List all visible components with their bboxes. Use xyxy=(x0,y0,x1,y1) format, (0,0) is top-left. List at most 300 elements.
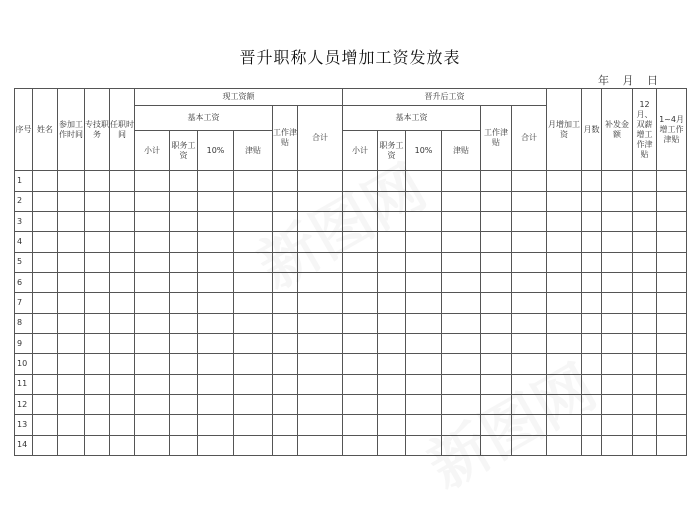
table-cell[interactable] xyxy=(406,354,442,374)
table-cell[interactable] xyxy=(198,415,234,435)
table-cell[interactable] xyxy=(85,394,110,414)
table-cell[interactable] xyxy=(85,333,110,353)
table-cell[interactable] xyxy=(547,333,582,353)
table-cell[interactable] xyxy=(378,232,406,252)
table-cell[interactable] xyxy=(582,354,602,374)
table-cell[interactable] xyxy=(481,212,512,232)
table-cell[interactable] xyxy=(33,232,58,252)
table-cell[interactable] xyxy=(582,374,602,394)
table-cell[interactable] xyxy=(378,333,406,353)
table-cell[interactable] xyxy=(406,191,442,211)
table-cell[interactable] xyxy=(602,191,633,211)
table-cell[interactable] xyxy=(110,435,135,455)
table-cell[interactable] xyxy=(234,171,273,191)
table-cell[interactable] xyxy=(512,293,547,313)
table-cell[interactable] xyxy=(378,191,406,211)
table-cell[interactable] xyxy=(378,394,406,414)
table-cell[interactable] xyxy=(657,354,687,374)
table-cell[interactable] xyxy=(547,415,582,435)
table-cell[interactable] xyxy=(582,313,602,333)
table-cell[interactable] xyxy=(657,313,687,333)
table-cell[interactable] xyxy=(512,333,547,353)
table-cell[interactable] xyxy=(298,415,343,435)
current-ten-percent-header: 10% xyxy=(198,130,234,171)
table-cell[interactable] xyxy=(33,272,58,292)
table-cell[interactable] xyxy=(135,415,170,435)
table-cell[interactable] xyxy=(406,293,442,313)
table-cell[interactable] xyxy=(657,435,687,455)
table-cell[interactable] xyxy=(58,252,85,272)
table-cell[interactable] xyxy=(33,435,58,455)
table-cell[interactable] xyxy=(33,333,58,353)
table-cell[interactable] xyxy=(273,333,298,353)
table-cell[interactable] xyxy=(442,435,481,455)
table-cell[interactable] xyxy=(633,171,657,191)
table-cell[interactable] xyxy=(198,272,234,292)
table-cell[interactable] xyxy=(234,232,273,252)
table-cell[interactable] xyxy=(33,171,58,191)
table-cell[interactable] xyxy=(378,435,406,455)
table-cell[interactable] xyxy=(198,191,234,211)
table-cell[interactable] xyxy=(378,212,406,232)
table-cell[interactable] xyxy=(234,394,273,414)
table-cell[interactable] xyxy=(170,232,198,252)
table-cell[interactable] xyxy=(512,374,547,394)
table-cell[interactable] xyxy=(58,313,85,333)
table-cell[interactable] xyxy=(135,354,170,374)
table-cell[interactable] xyxy=(170,374,198,394)
table-cell[interactable] xyxy=(406,212,442,232)
table-cell[interactable] xyxy=(135,212,170,232)
table-cell[interactable] xyxy=(343,272,378,292)
table-cell[interactable] xyxy=(33,374,58,394)
table-cell[interactable] xyxy=(273,354,298,374)
table-cell[interactable] xyxy=(234,252,273,272)
table-cell[interactable] xyxy=(378,313,406,333)
table-cell[interactable] xyxy=(442,415,481,435)
table-cell[interactable] xyxy=(657,252,687,272)
table-cell[interactable] xyxy=(198,171,234,191)
table-cell[interactable] xyxy=(582,272,602,292)
table-cell[interactable] xyxy=(512,252,547,272)
table-cell[interactable] xyxy=(512,435,547,455)
table-cell[interactable] xyxy=(547,232,582,252)
table-cell[interactable] xyxy=(58,171,85,191)
table-cell[interactable] xyxy=(633,272,657,292)
table-cell[interactable] xyxy=(298,212,343,232)
table-cell[interactable] xyxy=(110,232,135,252)
table-cell[interactable] xyxy=(170,252,198,272)
table-cell[interactable] xyxy=(33,415,58,435)
table-cell[interactable] xyxy=(633,374,657,394)
table-cell[interactable] xyxy=(273,374,298,394)
table-cell[interactable] xyxy=(198,333,234,353)
table-cell[interactable] xyxy=(406,415,442,435)
table-cell[interactable] xyxy=(234,191,273,211)
table-cell[interactable] xyxy=(378,171,406,191)
table-cell[interactable] xyxy=(633,415,657,435)
table-cell[interactable] xyxy=(633,394,657,414)
table-cell[interactable] xyxy=(85,354,110,374)
table-cell[interactable] xyxy=(481,415,512,435)
table-cell[interactable] xyxy=(273,252,298,272)
table-cell[interactable] xyxy=(512,272,547,292)
table-cell[interactable] xyxy=(582,212,602,232)
table-cell[interactable] xyxy=(481,333,512,353)
table-cell[interactable] xyxy=(633,212,657,232)
table-cell[interactable] xyxy=(58,191,85,211)
current-basic-wage-header: 基本工资 xyxy=(135,106,273,130)
table-cell[interactable] xyxy=(343,354,378,374)
table-cell[interactable] xyxy=(378,272,406,292)
table-cell[interactable] xyxy=(602,212,633,232)
table-cell[interactable] xyxy=(234,374,273,394)
table-cell[interactable] xyxy=(512,212,547,232)
table-cell[interactable] xyxy=(582,171,602,191)
table-cell[interactable] xyxy=(135,191,170,211)
table-cell[interactable] xyxy=(343,212,378,232)
table-cell[interactable] xyxy=(442,272,481,292)
table-cell[interactable] xyxy=(481,435,512,455)
table-cell[interactable] xyxy=(58,394,85,414)
table-cell[interactable] xyxy=(602,252,633,272)
table-cell[interactable] xyxy=(198,394,234,414)
table-cell[interactable] xyxy=(170,394,198,414)
table-cell[interactable] xyxy=(85,191,110,211)
table-cell[interactable] xyxy=(481,252,512,272)
table-cell[interactable] xyxy=(378,374,406,394)
table-cell[interactable] xyxy=(343,293,378,313)
table-cell[interactable] xyxy=(110,313,135,333)
table-cell[interactable] xyxy=(657,171,687,191)
table-cell[interactable] xyxy=(481,394,512,414)
table-cell[interactable] xyxy=(442,394,481,414)
table-cell[interactable] xyxy=(135,394,170,414)
table-cell[interactable] xyxy=(58,212,85,232)
table-cell[interactable] xyxy=(170,313,198,333)
table-cell[interactable] xyxy=(33,212,58,232)
table-cell[interactable] xyxy=(657,212,687,232)
table-cell[interactable] xyxy=(481,232,512,252)
table-cell[interactable] xyxy=(85,293,110,313)
table-cell[interactable] xyxy=(343,333,378,353)
table-cell[interactable] xyxy=(234,354,273,374)
table-cell[interactable] xyxy=(110,212,135,232)
table-cell[interactable] xyxy=(298,293,343,313)
table-cell[interactable] xyxy=(442,374,481,394)
table-cell[interactable] xyxy=(406,374,442,394)
table-cell[interactable] xyxy=(582,232,602,252)
table-cell[interactable] xyxy=(298,191,343,211)
table-cell[interactable] xyxy=(298,435,343,455)
table-cell[interactable] xyxy=(135,313,170,333)
table-cell[interactable] xyxy=(633,354,657,374)
table-cell[interactable] xyxy=(234,313,273,333)
table-cell[interactable] xyxy=(343,394,378,414)
table-cell[interactable] xyxy=(298,374,343,394)
table-cell[interactable] xyxy=(602,435,633,455)
table-cell[interactable] xyxy=(85,435,110,455)
table-row xyxy=(15,333,687,353)
table-cell[interactable] xyxy=(343,171,378,191)
table-cell[interactable] xyxy=(85,252,110,272)
table-cell[interactable] xyxy=(602,232,633,252)
table-cell[interactable] xyxy=(378,252,406,272)
table-cell[interactable] xyxy=(58,272,85,292)
table-cell[interactable] xyxy=(298,394,343,414)
table-cell[interactable] xyxy=(512,313,547,333)
table-cell[interactable] xyxy=(298,272,343,292)
table-cell[interactable] xyxy=(512,191,547,211)
wage-form-table xyxy=(14,88,687,456)
table-cell[interactable] xyxy=(198,313,234,333)
table-cell[interactable] xyxy=(343,435,378,455)
table-cell[interactable] xyxy=(273,435,298,455)
table-cell[interactable] xyxy=(547,212,582,232)
table-cell[interactable] xyxy=(85,232,110,252)
table-cell[interactable] xyxy=(512,171,547,191)
table-cell[interactable] xyxy=(547,354,582,374)
table-cell[interactable] xyxy=(198,435,234,455)
table-cell[interactable] xyxy=(234,212,273,232)
table-cell[interactable] xyxy=(170,354,198,374)
table-cell[interactable] xyxy=(58,293,85,313)
table-cell[interactable] xyxy=(33,252,58,272)
table-cell[interactable] xyxy=(234,435,273,455)
table-cell[interactable] xyxy=(33,354,58,374)
table-cell[interactable] xyxy=(657,333,687,353)
table-cell[interactable] xyxy=(273,394,298,414)
table-cell[interactable] xyxy=(198,232,234,252)
table-cell[interactable] xyxy=(442,354,481,374)
table-cell[interactable] xyxy=(547,252,582,272)
table-cell[interactable] xyxy=(85,212,110,232)
table-cell[interactable] xyxy=(442,333,481,353)
table-cell[interactable] xyxy=(343,252,378,272)
table-cell[interactable] xyxy=(633,333,657,353)
table-cell[interactable] xyxy=(582,191,602,211)
table-cell[interactable] xyxy=(547,293,582,313)
table-cell[interactable] xyxy=(602,394,633,414)
table-cell[interactable] xyxy=(481,313,512,333)
table-cell[interactable] xyxy=(406,333,442,353)
table-cell[interactable] xyxy=(110,252,135,272)
table-cell[interactable] xyxy=(582,394,602,414)
table-cell[interactable] xyxy=(170,272,198,292)
table-cell[interactable] xyxy=(273,191,298,211)
table-cell[interactable] xyxy=(481,293,512,313)
table-cell[interactable] xyxy=(343,232,378,252)
table-cell[interactable] xyxy=(273,293,298,313)
table-cell[interactable] xyxy=(110,374,135,394)
table-cell[interactable] xyxy=(481,272,512,292)
table-cell[interactable] xyxy=(406,394,442,414)
table-cell[interactable] xyxy=(273,232,298,252)
table-cell[interactable] xyxy=(85,415,110,435)
col-seq-header: 序号 xyxy=(15,89,33,171)
table-cell[interactable] xyxy=(170,293,198,313)
table-cell[interactable] xyxy=(406,435,442,455)
table-cell[interactable] xyxy=(85,374,110,394)
table-cell[interactable] xyxy=(33,313,58,333)
table-cell[interactable] xyxy=(633,191,657,211)
table-cell[interactable] xyxy=(657,272,687,292)
table-cell[interactable] xyxy=(170,212,198,232)
table-cell[interactable] xyxy=(135,435,170,455)
table-cell[interactable] xyxy=(110,415,135,435)
table-cell[interactable] xyxy=(481,374,512,394)
table-cell[interactable] xyxy=(273,313,298,333)
table-cell[interactable] xyxy=(298,313,343,333)
table-cell[interactable] xyxy=(512,232,547,252)
table-cell[interactable] xyxy=(633,293,657,313)
table-cell[interactable] xyxy=(582,415,602,435)
table-cell[interactable] xyxy=(442,212,481,232)
table-cell[interactable] xyxy=(442,171,481,191)
table-cell[interactable] xyxy=(234,272,273,292)
table-cell[interactable] xyxy=(442,232,481,252)
table-cell[interactable] xyxy=(442,191,481,211)
table-cell[interactable] xyxy=(343,415,378,435)
table-cell[interactable] xyxy=(298,232,343,252)
table-cell[interactable] xyxy=(547,394,582,414)
table-cell[interactable] xyxy=(198,212,234,232)
table-cell[interactable] xyxy=(273,212,298,232)
table-cell[interactable] xyxy=(657,394,687,414)
table-cell[interactable] xyxy=(198,374,234,394)
table-cell[interactable] xyxy=(170,171,198,191)
table-cell[interactable] xyxy=(602,171,633,191)
table-cell[interactable] xyxy=(170,333,198,353)
table-cell[interactable] xyxy=(58,333,85,353)
table-cell[interactable] xyxy=(234,333,273,353)
table-cell[interactable] xyxy=(602,272,633,292)
table-cell[interactable] xyxy=(406,232,442,252)
table-cell[interactable] xyxy=(135,333,170,353)
table-cell[interactable] xyxy=(602,333,633,353)
table-cell[interactable] xyxy=(378,415,406,435)
table-cell[interactable] xyxy=(58,354,85,374)
table-cell[interactable] xyxy=(547,191,582,211)
table-cell[interactable] xyxy=(298,252,343,272)
table-cell[interactable] xyxy=(135,374,170,394)
table-cell[interactable] xyxy=(135,272,170,292)
table-cell[interactable] xyxy=(170,435,198,455)
table-cell[interactable] xyxy=(273,415,298,435)
table-cell[interactable] xyxy=(481,354,512,374)
table-cell[interactable] xyxy=(481,171,512,191)
table-cell[interactable] xyxy=(170,415,198,435)
table-cell[interactable] xyxy=(85,313,110,333)
table-cell[interactable] xyxy=(602,374,633,394)
table-cell[interactable] xyxy=(512,394,547,414)
table-cell[interactable] xyxy=(406,272,442,292)
table-cell[interactable] xyxy=(406,313,442,333)
table-cell[interactable] xyxy=(442,313,481,333)
table-cell[interactable] xyxy=(58,374,85,394)
table-cell[interactable] xyxy=(657,293,687,313)
table-cell[interactable] xyxy=(547,272,582,292)
table-cell[interactable] xyxy=(633,252,657,272)
table-cell[interactable] xyxy=(135,252,170,272)
table-cell[interactable] xyxy=(273,272,298,292)
table-cell[interactable] xyxy=(135,171,170,191)
table-cell[interactable] xyxy=(602,293,633,313)
table-cell[interactable] xyxy=(170,191,198,211)
table-cell[interactable] xyxy=(657,232,687,252)
table-cell[interactable] xyxy=(442,252,481,272)
table-cell[interactable] xyxy=(135,293,170,313)
table-cell[interactable] xyxy=(582,435,602,455)
table-cell[interactable] xyxy=(110,354,135,374)
table-cell[interactable] xyxy=(602,354,633,374)
table-cell[interactable] xyxy=(234,415,273,435)
table-cell[interactable] xyxy=(343,313,378,333)
table-cell[interactable] xyxy=(406,171,442,191)
table-cell[interactable] xyxy=(512,354,547,374)
table-cell[interactable] xyxy=(378,293,406,313)
table-cell[interactable] xyxy=(547,171,582,191)
table-cell[interactable] xyxy=(442,293,481,313)
table-cell[interactable] xyxy=(298,333,343,353)
table-cell[interactable] xyxy=(512,415,547,435)
table-cell[interactable] xyxy=(85,171,110,191)
table-cell[interactable] xyxy=(33,394,58,414)
table-cell[interactable] xyxy=(198,252,234,272)
row-number: 9 xyxy=(15,333,33,353)
table-cell[interactable] xyxy=(273,171,298,191)
table-cell[interactable] xyxy=(33,293,58,313)
table-cell[interactable] xyxy=(298,354,343,374)
table-cell[interactable] xyxy=(547,313,582,333)
table-cell[interactable] xyxy=(110,293,135,313)
table-cell[interactable] xyxy=(198,354,234,374)
table-cell[interactable] xyxy=(657,415,687,435)
table-cell[interactable] xyxy=(110,171,135,191)
table-cell[interactable] xyxy=(633,313,657,333)
table-cell[interactable] xyxy=(58,232,85,252)
table-cell[interactable] xyxy=(406,252,442,272)
table-cell[interactable] xyxy=(633,435,657,455)
table-cell[interactable] xyxy=(582,293,602,313)
table-cell[interactable] xyxy=(547,374,582,394)
table-cell[interactable] xyxy=(582,333,602,353)
table-cell[interactable] xyxy=(343,191,378,211)
table-cell[interactable] xyxy=(85,272,110,292)
table-cell[interactable] xyxy=(602,415,633,435)
table-cell[interactable] xyxy=(33,191,58,211)
table-cell[interactable] xyxy=(298,171,343,191)
table-cell[interactable] xyxy=(343,374,378,394)
table-cell[interactable] xyxy=(58,415,85,435)
table-cell[interactable] xyxy=(110,191,135,211)
table-cell[interactable] xyxy=(110,272,135,292)
table-cell[interactable] xyxy=(633,232,657,252)
table-cell[interactable] xyxy=(110,394,135,414)
table-cell[interactable] xyxy=(58,435,85,455)
table-cell[interactable] xyxy=(657,374,687,394)
table-cell[interactable] xyxy=(657,191,687,211)
table-cell[interactable] xyxy=(110,333,135,353)
table-cell[interactable] xyxy=(234,293,273,313)
table-cell[interactable] xyxy=(378,354,406,374)
table-cell[interactable] xyxy=(547,435,582,455)
table-cell[interactable] xyxy=(198,293,234,313)
table-cell[interactable] xyxy=(582,252,602,272)
table-cell[interactable] xyxy=(135,232,170,252)
table-cell[interactable] xyxy=(481,191,512,211)
table-cell[interactable] xyxy=(602,313,633,333)
